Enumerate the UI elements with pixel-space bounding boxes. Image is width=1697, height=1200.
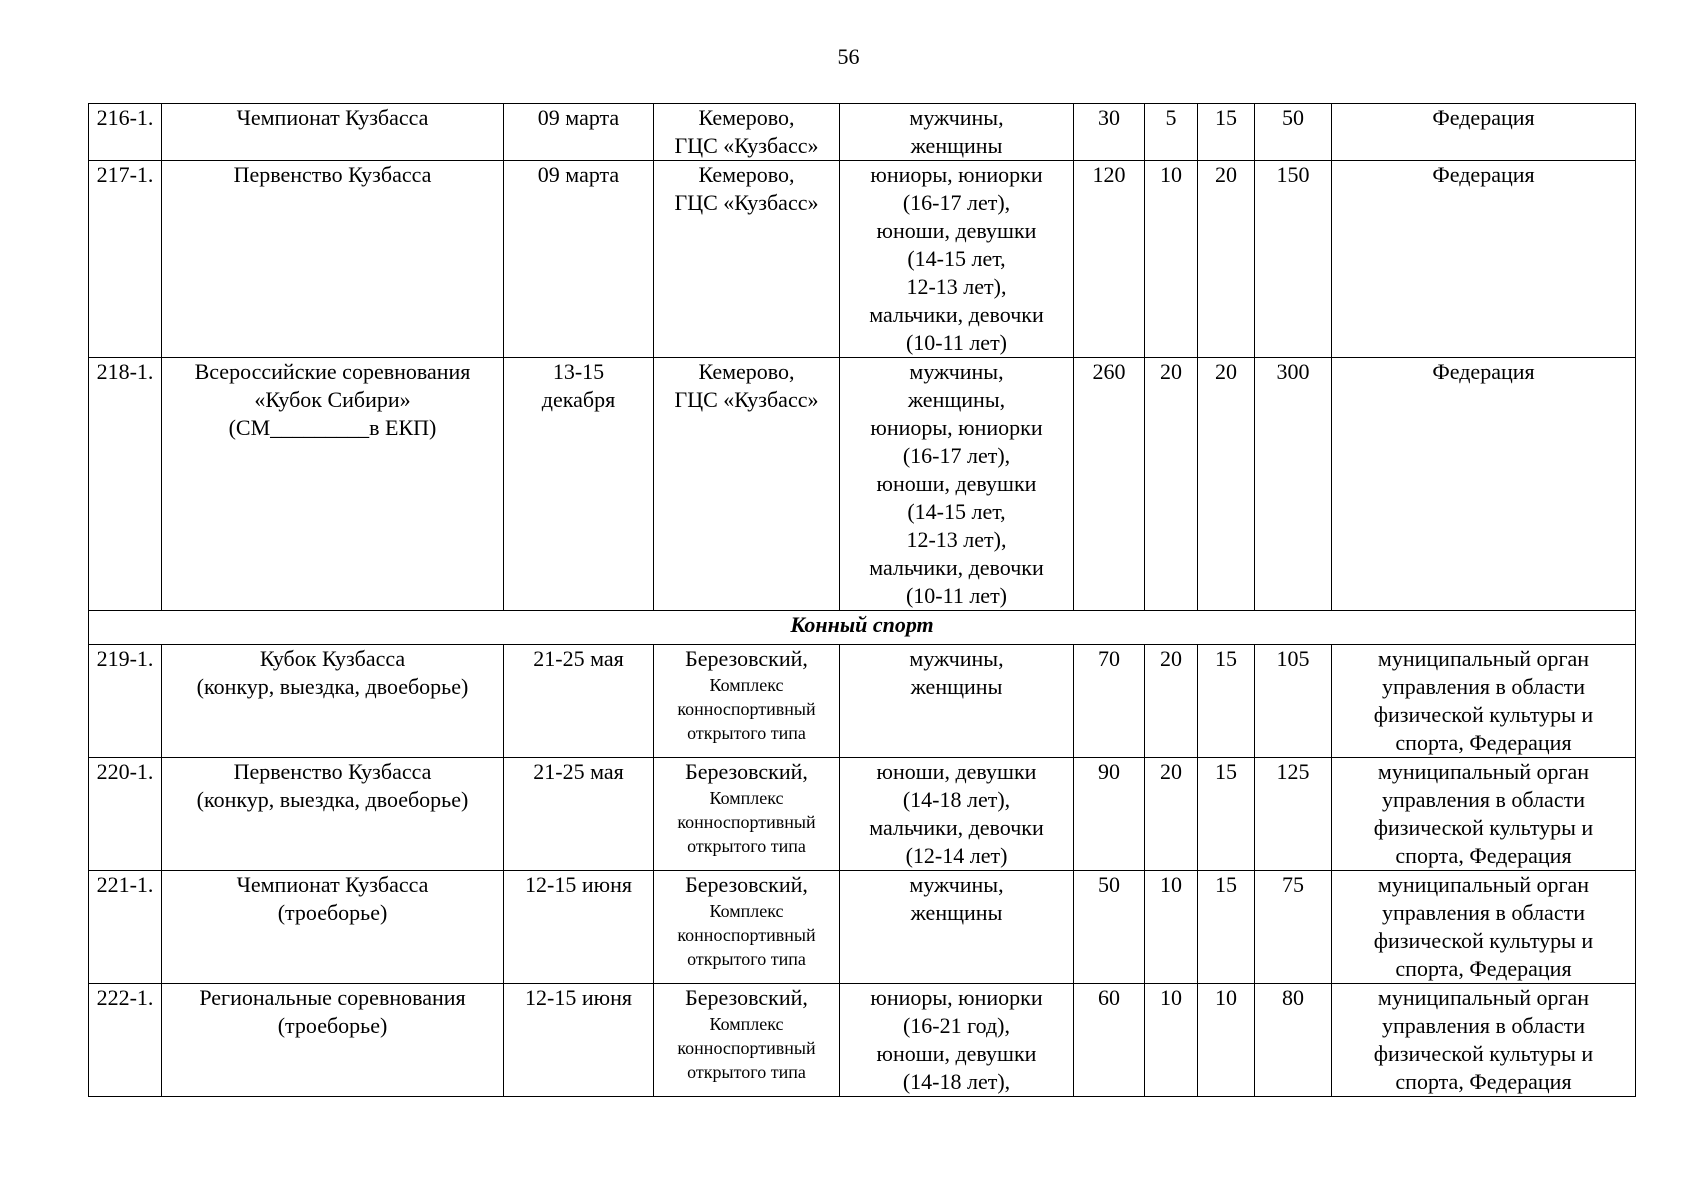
event-name-line: Первенство Кузбасса [233,759,432,784]
event-name-line: Всероссийские соревнования [194,359,471,384]
event-place [654,984,840,1097]
event-place-line: открытого типа [687,723,806,743]
count-col-2: 10 [1145,984,1198,1097]
count-col-4: 75 [1255,871,1332,984]
count-col-3: 10 [1198,984,1255,1097]
count-col-3: 15 [1198,104,1255,161]
count-col-2: 5 [1145,104,1198,161]
participant-groups [840,161,1074,358]
event-number: 218-1. [89,358,162,611]
event-place-line: Березовский, [685,646,808,671]
event-place-line: ГЦС «Кузбасс» [674,190,819,215]
event-place-line: открытого типа [687,836,806,856]
participant-group-line: (14-18 лет), [902,1069,1011,1094]
organizer-line: спорта, Федерация [1395,843,1572,868]
event-name-line: Региональные соревнования [199,985,466,1010]
count-col-1: 90 [1074,758,1145,871]
count-col-3: 20 [1198,161,1255,358]
participant-group-line: 12-13 лет), [906,527,1007,552]
event-date [504,161,654,358]
event-name-line: Первенство Кузбасса [233,162,432,187]
event-place [654,871,840,984]
organizer-line: спорта, Федерация [1395,730,1572,755]
event-place-line: открытого типа [687,1062,806,1082]
participant-groups [840,104,1074,161]
event-name [162,161,504,358]
count-col-4: 125 [1255,758,1332,871]
event-date-line: декабря [541,387,616,412]
event-number: 221-1. [89,871,162,984]
event-name [162,358,504,611]
participant-group-line: юноши, девушки [876,759,1037,784]
event-name-line: Чемпионат Кузбасса [236,872,429,897]
participant-group-line: (16-17 лет), [902,443,1011,468]
count-col-1: 50 [1074,871,1145,984]
section-title: Конный спорт [89,611,1636,645]
participant-group-line: женщины [910,674,1003,699]
participant-group-line: юноши, девушки [876,218,1037,243]
event-date [504,871,654,984]
event-place [654,758,840,871]
event-place-line: Березовский, [685,872,808,897]
event-date [504,104,654,161]
event-place [654,161,840,358]
participant-group-line: (14-15 лет, [907,499,1006,524]
count-col-3: 15 [1198,758,1255,871]
count-col-1: 30 [1074,104,1145,161]
event-name [162,984,504,1097]
participant-group-line: юниоры, юниорки [870,162,1043,187]
participant-group-line: (16-21 год), [902,1013,1010,1038]
participant-group-line: юноши, девушки [876,471,1037,496]
organizer-line: Федерация [1432,162,1535,187]
count-col-1: 70 [1074,645,1145,758]
count-col-2: 20 [1145,645,1198,758]
count-col-2: 10 [1145,871,1198,984]
event-place-line: ГЦС «Кузбасс» [674,133,819,158]
event-name [162,871,504,984]
organizer-line: управления в области [1382,787,1585,812]
participant-group-line: женщины, [907,387,1006,412]
organizer [1332,358,1636,611]
event-place-line: Березовский, [685,985,808,1010]
organizer [1332,161,1636,358]
organizer [1332,984,1636,1097]
event-place [654,104,840,161]
organizer-line: физической культуры и [1373,928,1594,953]
participant-group-line: юноши, девушки [876,1041,1037,1066]
event-number: 222-1. [89,984,162,1097]
table-row [89,645,1636,758]
count-col-2: 20 [1145,758,1198,871]
participant-groups [840,358,1074,611]
table-row [89,984,1636,1097]
event-name [162,758,504,871]
event-date-line: 21-25 мая [533,759,624,784]
event-name-line: Кубок Кузбасса [259,646,406,671]
count-col-4: 50 [1255,104,1332,161]
event-place-line: конноспортивный [677,1038,816,1058]
event-place-line: конноспортивный [677,699,816,719]
participant-group-line: мужчины, [909,872,1004,897]
event-name [162,104,504,161]
participant-group-line: (10-11 лет) [905,583,1008,608]
organizer-line: спорта, Федерация [1395,1069,1572,1094]
organizer-line: муниципальный орган [1377,646,1590,671]
event-place-line: Комплекс [709,675,784,695]
participant-group-line: мужчины, [909,105,1004,130]
event-date [504,358,654,611]
event-date-line: 09 марта [537,105,620,130]
organizer-line: физической культуры и [1373,815,1594,840]
page-number: 56 [837,44,860,69]
event-place-line: Кемерово, [698,162,795,187]
participant-groups [840,645,1074,758]
count-col-1: 260 [1074,358,1145,611]
participant-group-line: мальчики, девочки [869,815,1044,840]
organizer-line: физической культуры и [1373,1041,1594,1066]
count-col-4: 150 [1255,161,1332,358]
participant-group-line: мальчики, девочки [869,555,1044,580]
participant-group-line: мальчики, девочки [869,302,1044,327]
participant-group-line: (14-18 лет), [902,787,1011,812]
event-number: 216-1. [89,104,162,161]
event-name-line: (троеборье) [277,1013,388,1038]
event-place-line: конноспортивный [677,812,816,832]
participant-group-line: (16-17 лет), [902,190,1011,215]
event-date-line: 09 марта [537,162,620,187]
participant-group-line: 12-13 лет), [906,274,1007,299]
count-col-3: 20 [1198,358,1255,611]
table-row [89,758,1636,871]
event-place-line: Кемерово, [698,105,795,130]
event-name-line: (СМ_________в ЕКП) [228,415,437,440]
participant-group-line: юниоры, юниорки [870,415,1043,440]
organizer-line: физической культуры и [1373,702,1594,727]
event-place-line: Березовский, [685,759,808,784]
event-place-line: конноспортивный [677,925,816,945]
count-col-4: 105 [1255,645,1332,758]
event-number: 217-1. [89,161,162,358]
organizer-line: управления в области [1382,900,1585,925]
event-name-line: «Кубок Сибири» [254,387,411,412]
organizer-line: муниципальный орган [1377,759,1590,784]
organizer-line: управления в области [1382,1013,1585,1038]
organizer-line: управления в области [1382,674,1585,699]
participant-groups [840,871,1074,984]
participant-groups [840,758,1074,871]
participant-group-line: (10-11 лет) [905,330,1008,355]
participant-groups [840,984,1074,1097]
event-name-line: Чемпионат Кузбасса [236,105,429,130]
organizer [1332,758,1636,871]
event-place-line: открытого типа [687,949,806,969]
organizer-line: Федерация [1432,359,1535,384]
participant-group-line: юниоры, юниорки [870,985,1043,1010]
count-col-4: 80 [1255,984,1332,1097]
event-date [504,758,654,871]
organizer [1332,645,1636,758]
count-col-3: 15 [1198,645,1255,758]
event-date [504,645,654,758]
event-number: 220-1. [89,758,162,871]
table-row [89,161,1636,358]
event-name-line: (троеборье) [277,900,388,925]
participant-group-line: мужчины, [909,646,1004,671]
schedule-table-body [89,104,1636,1097]
participant-group-line: женщины [910,900,1003,925]
table-row [89,871,1636,984]
organizer-line: Федерация [1432,105,1535,130]
count-col-2: 10 [1145,161,1198,358]
count-col-3: 15 [1198,871,1255,984]
event-place [654,358,840,611]
event-place-line: Комплекс [709,901,784,921]
event-name-line: (конкур, выездка, двоеборье) [196,674,469,699]
event-name [162,645,504,758]
organizer [1332,871,1636,984]
event-place-line: Комплекс [709,788,784,808]
event-place-line: ГЦС «Кузбасс» [674,387,819,412]
organizer [1332,104,1636,161]
event-date-line: 12-15 июня [525,985,632,1010]
event-date-line: 12-15 июня [525,872,632,897]
event-date [504,984,654,1097]
participant-group-line: женщины [910,133,1003,158]
organizer-line: муниципальный орган [1377,985,1590,1010]
event-name-line: (конкур, выездка, двоеборье) [196,787,469,812]
event-place-line: Кемерово, [698,359,795,384]
participant-group-line: (12-14 лет) [905,843,1008,868]
event-date-line: 21-25 мая [533,646,624,671]
count-col-2: 20 [1145,358,1198,611]
count-col-1: 120 [1074,161,1145,358]
count-col-4: 300 [1255,358,1332,611]
schedule-table [88,103,1636,1097]
participant-group-line: мужчины, [909,359,1004,384]
event-date-line: 13-15 [552,359,605,384]
participant-group-line: (14-15 лет, [907,246,1006,271]
event-place [654,645,840,758]
event-number: 219-1. [89,645,162,758]
event-place-line: Комплекс [709,1014,784,1034]
table-row [89,358,1636,611]
table-row [89,104,1636,161]
count-col-1: 60 [1074,984,1145,1097]
section-row [89,611,1636,645]
organizer-line: спорта, Федерация [1395,956,1572,981]
organizer-line: муниципальный орган [1377,872,1590,897]
